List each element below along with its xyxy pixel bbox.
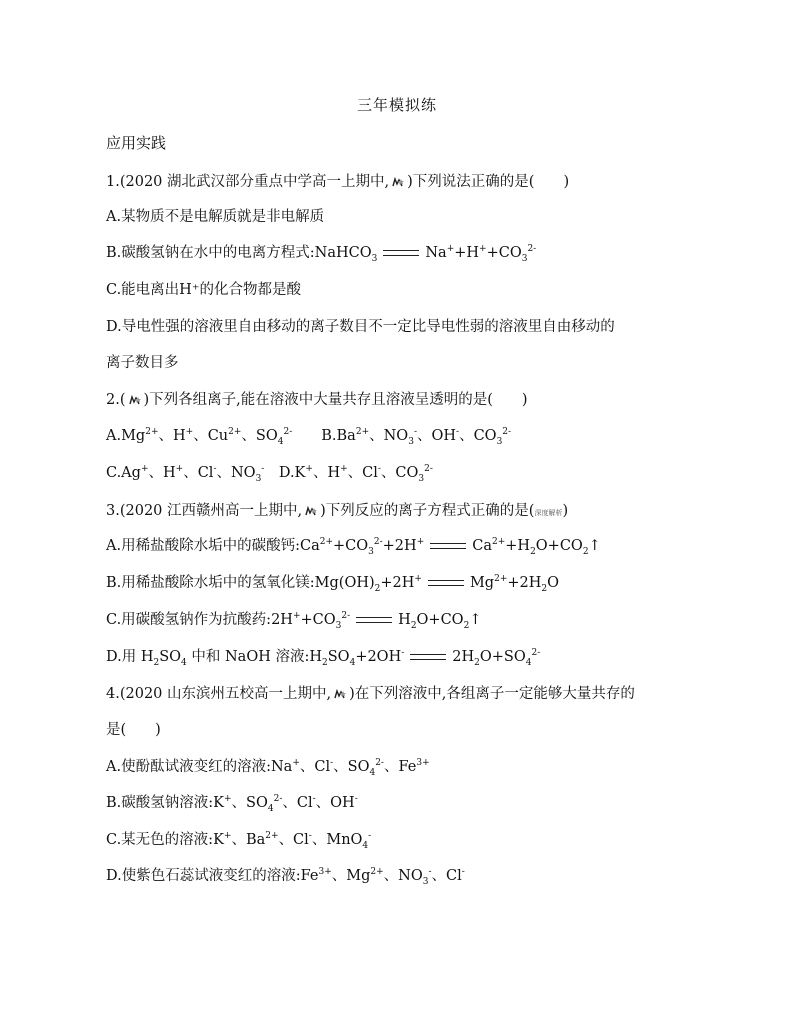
question-4-option-d: D.使紫色石蕊试液变红的溶液$:Fe^{3+}$、$Mg^{2+}$、$NO_3^-$、Cl- xyxy=(106,867,465,887)
question-2-options-ab: $A.Mg^{2+}$、H+、$Cu^{2+}$、$SO_4^{2-}$ $B.Ba^{2+}$、$NO_3^-$、OH-、$CO_3^{2-}$ xyxy=(106,427,512,447)
question-4-option-c: C.某无色的溶液:K+、$Ba^{2+}$、Cl-、MnO$_4$- xyxy=(106,831,372,851)
question-4-option-a: A.使酚酞试液变红的溶液:Na+、Cl-、$SO_4^{2-}$、$Fe^{3+}$ xyxy=(106,758,430,778)
question-3-option-d: D.用 $H_2SO_4$ 中和 NaOH 溶液$:H_2SO_4+2OH^-$ $2H_2O+SO_4^{2-}$ xyxy=(106,648,541,668)
deep-analysis-tag: 深度解析 xyxy=(534,509,563,517)
question-3-option-a: A.用稀盐酸除水垢中的碳酸钙$:Ca^{2+}+CO_3^{2-}+2H^+$ $Ca^{2+}+H_2O+CO_2↑$ xyxy=(106,537,601,557)
question-4-option-b: B.碳酸氢钠溶液:K+、$SO_4^{2-}$、Cl-、OH- xyxy=(106,794,358,814)
question-2-options-cd: C.Ag+、H+、Cl-、$NO_3^-$ D.K+、H+、Cl-、$CO_3^{2-}$ xyxy=(106,464,433,484)
equals-sign xyxy=(356,617,392,623)
equals-sign xyxy=(410,654,446,660)
question-1-option-c: C.能电离出H⁺的化合物都是酸 xyxy=(106,282,301,298)
equals-sign xyxy=(428,580,464,586)
difficulty-star-icon xyxy=(303,506,319,517)
difficulty-star-icon xyxy=(390,177,406,188)
difficulty-star-icon xyxy=(127,395,143,406)
equals-sign xyxy=(383,250,419,256)
question-1-option-d-line2: 离子数目多 xyxy=(106,355,179,371)
question-2-heading: 2.( )下列各组离子,能在溶液中大量共存且溶液呈透明的是( ) xyxy=(106,392,528,408)
question-4-heading-line2: 是( ) xyxy=(106,722,161,738)
question-3-option-c: C.用碳酸氢钠作为抗酸药$:2H^++CO_3^{2-}$ $H_2O+CO_2↑$ xyxy=(106,611,482,631)
question-4-heading-line1: 4.(2020 山东滨州五校高一上期中, )在下列溶液中,各组离子一定能够大量共存的 xyxy=(106,686,635,702)
page-title: 三年模拟练 xyxy=(356,96,437,114)
question-3-heading: 3.(2020 江西赣州高一上期中, )下列反应的离子方程式正确的是(深度解析) xyxy=(106,503,569,519)
equals-sign xyxy=(430,543,466,549)
section-heading: 应用实践 xyxy=(106,134,167,152)
difficulty-star-icon xyxy=(332,689,348,700)
question-1-heading: 1.(2020 湖北武汉部分重点中学高一上期中, )下列说法正确的是( ) xyxy=(106,174,570,190)
question-1-option-a: A.某物质不是电解质就是非电解质 xyxy=(106,209,325,225)
question-1-option-b: B.碳酸氢钠在水中的电离方程式:NaHCO$_3$ $Na^++H^++CO_3^{2-}$ xyxy=(106,244,537,264)
question-1-option-d-line1: D.导电性强的溶液里自由移动的离子数目不一定比导电性弱的溶液里自由移动的 xyxy=(106,319,615,335)
question-3-option-b: B.用稀盐酸除水垢中的氢氧化镁$:Mg(OH)_2+2H^+$ $Mg^{2+}+2H_2O$ xyxy=(106,574,560,594)
